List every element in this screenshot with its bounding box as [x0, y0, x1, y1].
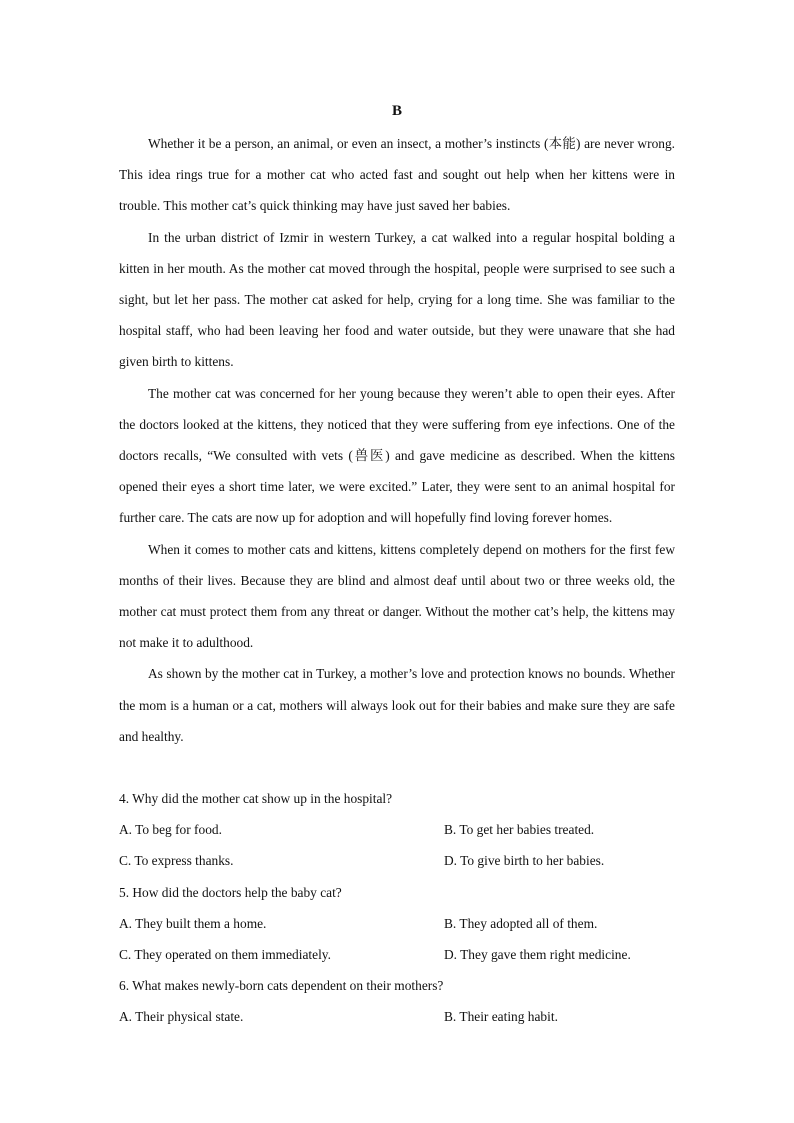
question-6 [119, 970, 675, 1032]
option-d: D. To give birth to her babies. [444, 853, 605, 869]
option-b: B. Their eating habit. [444, 1009, 558, 1025]
option-c: C. To express thanks. [119, 853, 234, 869]
question-5 [119, 877, 675, 971]
question-4 [119, 783, 675, 877]
option-d: D. They gave them right medicine. [444, 946, 631, 962]
option-c: C. They operated on them immediately. [119, 946, 331, 962]
passage-paragraph: In the urban district of Izmir in western Turkey, a cat walked into a regular hospital bolding a kitten in her mouth. As the mother cat moved through the hospital, people were surprised to see such a sight, but let her pass. The mother cat asked for help, crying for a long time. She was familiar to the hospital staff, who had been leaving her food and water outside, but they were unaware that she had given birth to kittens. [119, 229, 675, 370]
option-a: A. To beg for food. [119, 822, 222, 838]
question-stem: 4. Why did the mother cat show up in the hospital? [119, 791, 393, 806]
option-row [119, 845, 675, 876]
section-title: B [391, 103, 402, 119]
option-row [119, 908, 675, 939]
passage-paragraph: As shown by the mother cat in Turkey, a mother’s love and protection knows no bounds. Whether the mom is a human or a cat, mothers will always look out for their babies and make sure they are safe and healthy. [119, 666, 675, 744]
option-b: B. They adopted all of them. [444, 915, 598, 931]
reading-passage [119, 128, 675, 752]
option-a: A. Their physical state. [119, 1009, 244, 1025]
passage-paragraph: Whether it be a person, an animal, or even an insect, a mother’s instincts (本能) are never wrong. This idea rings true for a mother cat who acted fast and sought out help when her kittens were in trouble. This mother cat’s quick thinking may have just saved her babies. [119, 136, 675, 214]
passage-paragraph: The mother cat was concerned for her young because they weren’t able to open their eyes. After the doctors looked at the kittens, they noticed that they were suffering from eye infections. One of the doctors recalls, “We consulted with vets (兽医) and gave medicine as described. When the kittens opened their eyes a short time later, we were excited.” Later, they were sent to an animal hospital for further care. The cats are now up for adoption and will hopefully find loving forever homes. [119, 385, 675, 526]
option-row [119, 939, 675, 970]
option-row [119, 1001, 675, 1032]
option-row [119, 814, 675, 845]
passage-paragraph: When it comes to mother cats and kittens, kittens completely depend on mothers for the first few months of their lives. Because they are blind and almost deaf until about two or three weeks old, the mother cat must protect them from any threat or danger. Without the mother cat’s help, the kittens may not make it to adulthood. [119, 541, 675, 651]
option-b: B. To get her babies treated. [444, 822, 595, 838]
question-stem: 6. What makes newly-born cats dependent on their mothers? [119, 978, 444, 994]
option-a: A. They built them a home. [119, 915, 267, 931]
question-list [119, 783, 675, 1033]
question-stem: 5. How did the doctors help the baby cat? [119, 884, 342, 900]
